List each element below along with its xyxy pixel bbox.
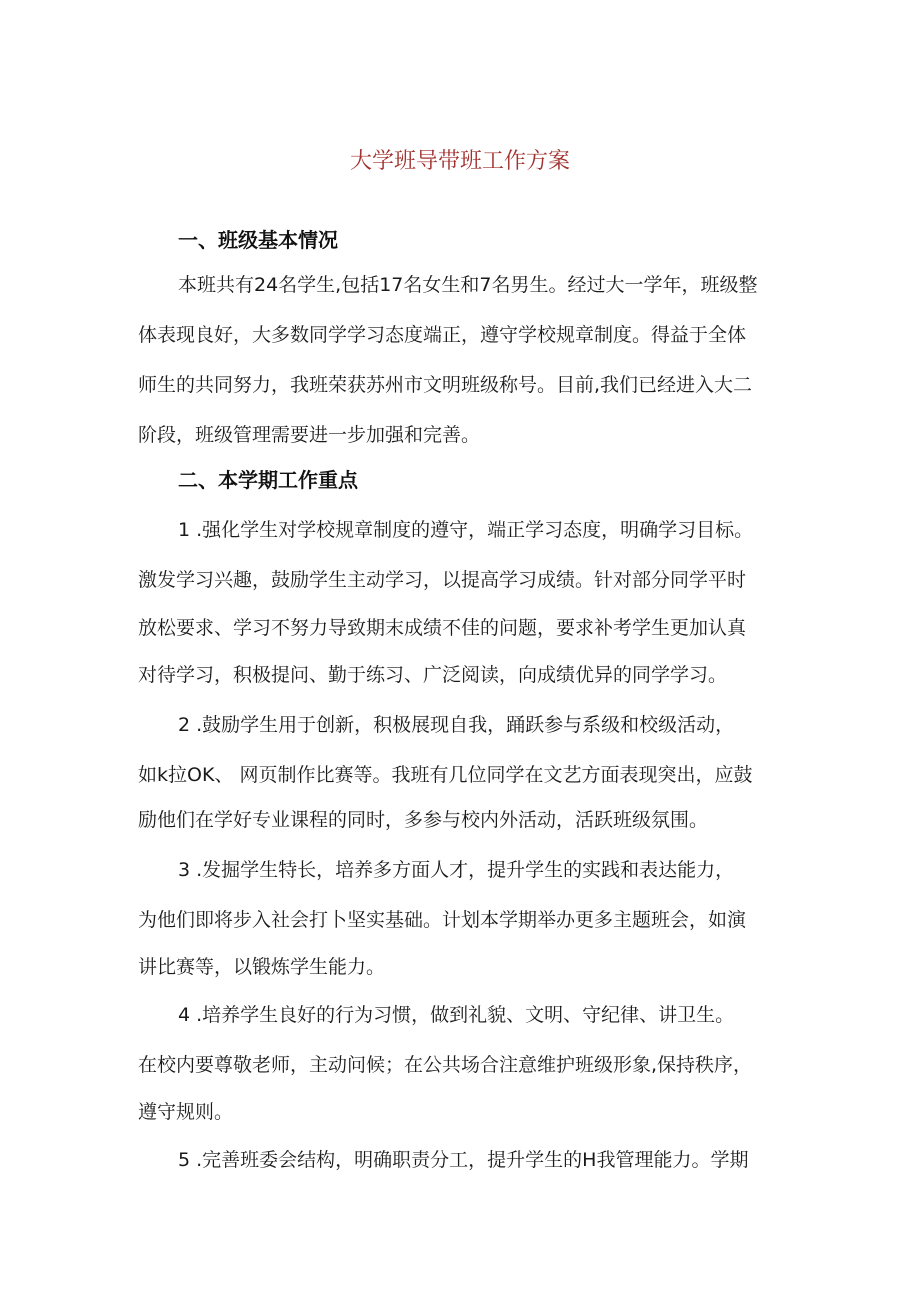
- document-title: 大学班导带班工作方案: [349, 149, 570, 174]
- list-item-line: 4 .培养学生良好的行为习惯，做到礼貌、文明、守纪律、讲卫生。: [178, 1004, 735, 1026]
- list-item-line: 放松要求、学习不努力导致期末成绩不佳的问题，要求补考学生更加认真: [138, 617, 747, 639]
- list-item-line: 励他们在学好专业课程的同时，多参与校内外活动，活跃班级氛围。: [138, 809, 709, 831]
- paragraph-line: 阶段，班级管理需要进一步加强和完善。: [138, 424, 481, 446]
- list-item-line: 3 .发掘学生特长，培养多方面人才，提升学生的实践和表达能力，: [178, 859, 735, 881]
- paragraph-line: 本班共有24名学生,包括17名女生和7名男生。经过大一学年，班级整: [178, 274, 758, 296]
- list-item-line: 对待学习，积极提问、勤于练习、广泛阅读，向成绩优异的同学学习。: [138, 664, 728, 686]
- section-heading-basic-info: 一、班级基本情况: [178, 228, 338, 252]
- paragraph-line: 体表现良好，大多数同学学习态度端正，遵守学校规章制度。得益于全体: [138, 324, 747, 346]
- list-item-line: 在校内要尊敬老师，主动问候；在公共场合注意维护班级形象,保持秩序，: [138, 1054, 753, 1076]
- list-item-line: 讲比赛等，以锻炼学生能力。: [138, 956, 386, 978]
- list-item-line: 激发学习兴趣，鼓励学生主动学习，以提高学习成绩。针对部分同学平时: [138, 569, 747, 591]
- list-item-line: 遵守规则。: [138, 1101, 234, 1123]
- paragraph-line: 师生的共同努力，我班荣获苏州市文明班级称号。目前,我们已经进入大二: [138, 374, 753, 396]
- section-heading-work-focus: 二、本学期工作重点: [178, 468, 358, 492]
- list-item-line: 如k拉OK、 网页制作比赛等。我班有几位同学在文艺方面表现突出，应鼓: [138, 764, 753, 786]
- list-item-line: 5 .完善班委会结构，明确职责分工，提升学生的H我管理能力。学期: [178, 1149, 749, 1171]
- list-item-line: 为他们即将步入社会打卜坚实基础。计划本学期举办更多主题班会，如演: [138, 909, 747, 931]
- list-item-line: 1 .强化学生对学校规章制度的遵守，端正学习态度，明确学习目标。: [178, 519, 754, 541]
- list-item-line: 2 .鼓励学生用于创新，积极展现自我，踊跃参与系级和校级活动，: [178, 714, 735, 736]
